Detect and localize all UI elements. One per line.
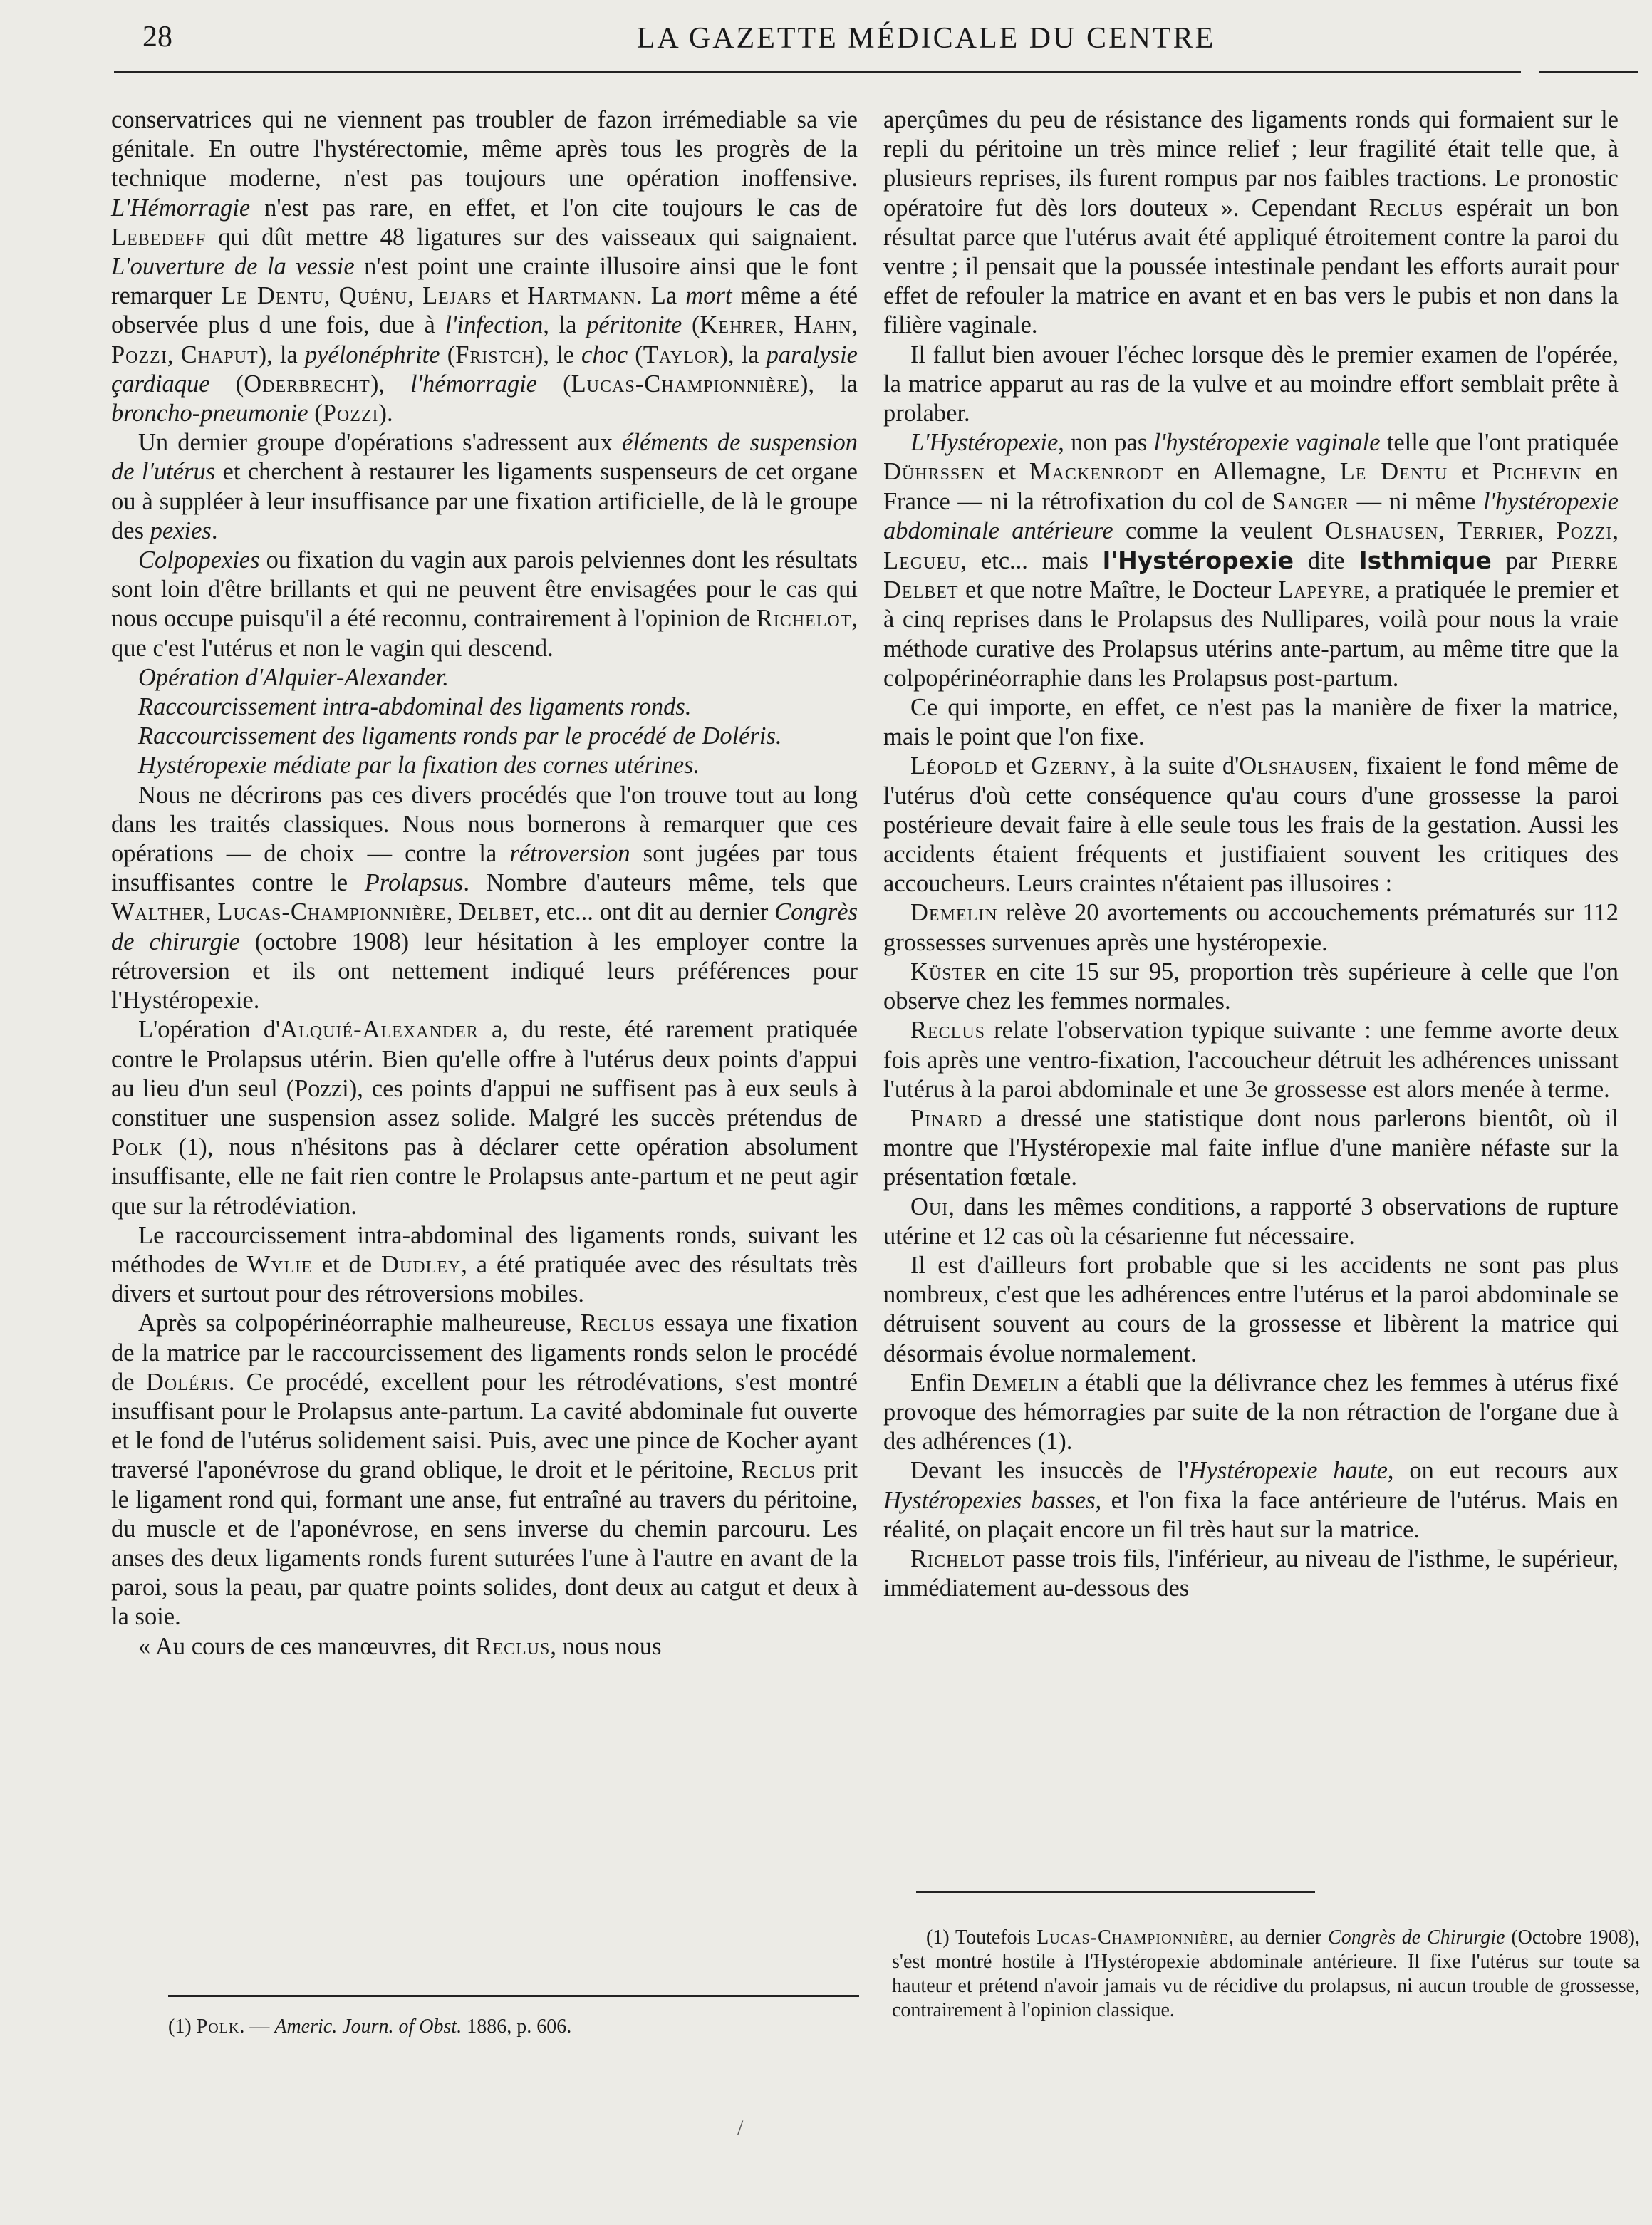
text-run: L'opération d' [138, 1016, 281, 1044]
text-run: n'est pas rare, en effet, et l'on cite toujours le cas de [250, 194, 858, 222]
paragraph [111, 722, 858, 751]
author-name: Walther [111, 898, 206, 926]
text-run: Un dernier groupe d'opérations s'adressent aux [138, 429, 623, 457]
text-run: en cite 15 sur 95, proportion très supérieure à celle que l'on observe chez les femmes normales. [883, 958, 1619, 1015]
text-run: , a été pratiquée avec des résultats très divers et surtout pour des rétroversions mobiles. [111, 1250, 858, 1308]
paragraph [883, 341, 1619, 429]
text-run: ( [537, 370, 571, 398]
author-name: Reclus [741, 1456, 816, 1484]
paragraph [111, 1221, 858, 1309]
paragraph [111, 1015, 858, 1220]
author-name: Lebedeff [111, 223, 207, 251]
text-run: , et l'on fixa la face antérieure de l'utérus. Mais en réalité, on plaçait encore un fil très haut sur la matrice. [883, 1486, 1619, 1543]
text-run: , [323, 282, 339, 310]
text-run: ), le [534, 341, 582, 368]
author-name: Doléris [145, 1368, 229, 1396]
author-name: Olshausen [1324, 517, 1439, 544]
italic-term: broncho-pneumonie [111, 400, 308, 427]
author-name: Lucas-Championnière [571, 370, 800, 398]
italic-term: paralysie çardiaque [111, 341, 858, 398]
italic-term: pyélonéphrite [304, 341, 440, 368]
text-run: et de [312, 1250, 381, 1278]
author-name: Pinard [910, 1104, 983, 1132]
footnote-rule-right [916, 1891, 1315, 1893]
author-name: Chaput [180, 341, 259, 368]
author-name: Wylie [246, 1250, 313, 1278]
text-run: Après sa colpopérinéorraphie malheureuse, [138, 1309, 581, 1337]
author-name: Polk [111, 1134, 163, 1161]
text-run: (1), nous n'hésitons pas à déclarer cette opération absolument insuffisante, elle ne fait rien contre le Prolapsus ante-partum et ne peut agir que sur la rétrodéviation. [111, 1134, 858, 1220]
author-name: Kehrer [700, 311, 779, 339]
paragraph [883, 1369, 1619, 1457]
text-run: — ni même [1349, 487, 1483, 515]
header-rule-short [1539, 71, 1638, 73]
text-run: ( [308, 400, 323, 427]
author-name: Mackenrodt [1029, 458, 1164, 486]
author-name: Demelin [910, 899, 998, 927]
text-run: , à la suite d' [1110, 752, 1240, 780]
footnote-rule-left [168, 1995, 859, 1997]
text-run: , [851, 311, 858, 339]
paragraph [111, 751, 858, 780]
paragraph [883, 1104, 1619, 1193]
author-name: Fristch [455, 341, 535, 368]
text-run: conservatrices qui ne viennent pas troubler de fazon irrémediable sa vie génitale. En outre l'hystérectomie, même après tous les progrès de la technique moderne, n'est pas toujours une opération inoffensive. [111, 106, 858, 192]
text-run: Nous ne décrirons pas ces divers procédés que l'on trouve tout au long dans les traités classiques. Nous nous bornerons à remarquer que ces opérations — de choix — contre la [111, 781, 858, 868]
italic-term: Prolapsus [364, 869, 464, 897]
text-run: Ce qui importe, en effet, ce n'est pas la manière de fixer la matrice, mais le point que l'on fixe. [883, 694, 1619, 751]
text-run: . [211, 517, 218, 544]
paragraph [883, 1545, 1619, 1603]
page-number: 28 [142, 21, 172, 53]
author-name: Pierre Delbet [883, 547, 1619, 604]
text-run: (octobre 1908) leur hésitation à les employer contre la rétroversion et ils ont nettement indiqué leurs préférences pour l'Hystéropexie. [111, 928, 858, 1015]
text-run: comme la veulent [1113, 517, 1325, 544]
text-run: ), la [719, 341, 767, 368]
text-run: , [167, 341, 181, 368]
italic-term: L'Hémorragie [111, 194, 251, 222]
author-name: Hahn [794, 311, 852, 339]
page-header [0, 0, 1652, 71]
paragraph [883, 1193, 1619, 1251]
italic-term: Colpopexies [138, 546, 260, 574]
author-name: Pozzi [111, 341, 167, 368]
author-name: Küster [910, 958, 987, 985]
author-name: Dührssen [883, 458, 985, 486]
author-name: Gzerny [1031, 752, 1111, 780]
paragraph [883, 1251, 1619, 1369]
footnote-left [168, 2015, 824, 2039]
paragraph [111, 428, 858, 546]
author-name: Pichevin [1492, 458, 1582, 486]
text-run: relate l'observation typique suivante : une femme avorte deux fois après une ventro-fixation, l'accoucheur détruit les adhérences unissant l'utérus à la paroi abdominale et une 3e grossesse est alors menée à terme. [883, 1017, 1619, 1103]
italic-term: L'ouverture de la vessie [111, 253, 355, 281]
text-run: , la [543, 311, 587, 339]
paragraph [883, 428, 1619, 693]
italic-term: péritonite [586, 311, 682, 339]
paragraph [111, 663, 858, 693]
author-name: Legueu [883, 547, 961, 575]
italic-term: Hystéropexie haute [1188, 1457, 1388, 1485]
text-run: . La [635, 282, 686, 310]
author-name: Hartmann [527, 282, 636, 310]
text-run: , non pas [1058, 429, 1154, 457]
author-name: Le Dentu [220, 282, 324, 310]
text-run: , [1612, 517, 1619, 544]
text-run: ( [682, 311, 700, 339]
italic-term: Americ. Journ. of Obst. [274, 2016, 462, 2038]
author-name: Richelot [910, 1545, 1006, 1572]
author-name: Demelin [972, 1369, 1060, 1396]
text-run: essaya une fixation de la matrice par le raccourcissement des ligaments ronds selon le procédé de [111, 1309, 858, 1396]
italic-term: l'infection [445, 311, 544, 339]
text-run: par [1491, 547, 1552, 575]
text-run: , fixaient le fond même de l'utérus d'où cette conséquence qu'au cours d'une grossesse la paroi postérieure devait faire à elle seule tous les frais de la gestation. Aussi les accidents étaient fréquents et justifiaient souvent les critiques des accoucheurs. Leurs craintes n'étaient pas illusoires : [883, 752, 1619, 898]
text-run: , que c'est l'utérus et non le vagin qui descend. [111, 605, 858, 662]
text-run: a dressé une statistique dont nous parlerons bientôt, où il montre que l'Hystéropexie mal faite influe d'une manière néfaste sur la présentation fœtale. [883, 1104, 1619, 1191]
paragraph [111, 546, 858, 663]
paragraph [883, 105, 1619, 341]
italic-term: rétroversion [509, 840, 630, 868]
author-name: Sanger [1272, 487, 1350, 515]
paragraph [111, 1309, 858, 1632]
italic-term: Opération d'Alquier-Alexander. [138, 663, 449, 691]
text-run: qui dût mettre 48 ligatures sur des vaisseaux qui saignaient. [206, 223, 858, 251]
italic-term: Raccourcissement intra-abdominal des ligaments ronds. [138, 693, 692, 721]
text-run: (1) [168, 2016, 197, 2038]
text-run: , au dernier [1228, 1926, 1329, 1949]
author-name: Reclus [475, 1632, 551, 1660]
italic-term: Raccourcissement des ligaments ronds par le procédé de Doléris. [138, 722, 782, 750]
text-run: Il fallut bien avouer l'échec lorsque dès le premier examen de l'opérée, la matrice apparut au ras de la vulve et au moindre effort semblait prête à prolaber. [883, 341, 1619, 427]
italic-term: éléments de suspension de l'utérus [111, 429, 858, 486]
paragraph [883, 752, 1619, 898]
author-name: Lucas-Championnière [217, 898, 447, 926]
paragraph [111, 105, 858, 428]
paragraph [883, 898, 1619, 957]
text-run: en France — ni la rétrofixation du col de [883, 458, 1619, 515]
paragraph [883, 958, 1619, 1016]
author-name: Lucas-Championnière [1037, 1926, 1229, 1949]
text-run: , dans les mêmes conditions, a rapporté 3 observations de rupture utérine et 12 cas où la césarienne fut nécessaire. [883, 1193, 1619, 1250]
author-name: Reclus [580, 1309, 655, 1337]
author-name: Taylor [643, 341, 720, 368]
italic-term: Congrès de Chirurgie [1328, 1926, 1505, 1949]
text-run: dite [1294, 547, 1359, 575]
text-run: , [446, 898, 459, 926]
bold-term: Isthmique [1359, 546, 1492, 575]
paragraph [883, 693, 1619, 752]
text-run: , [778, 311, 794, 339]
paragraph [111, 781, 858, 1016]
stray-mark: / [737, 2116, 744, 2140]
italic-term: l'hémorragie [410, 370, 537, 398]
author-name: Olshausen [1239, 752, 1353, 780]
text-run: n'est point une crainte illusoire ainsi que le font remarquer [111, 253, 858, 310]
author-name: Delbet [458, 898, 534, 926]
author-name: Alquié-Alexander [280, 1016, 479, 1044]
text-run: (Octobre 1908), s'est montré hostile à l'Hystéropexie abdominale antérieure. Il fixe l'utérus sur toute sa hauteur et prétend n'avoir jamais vu de récidive du prolapsus, ni aucun trouble de grossesse, contrairement à l'opinion classique. [892, 1926, 1641, 2021]
text-run: en Allemagne, [1163, 458, 1340, 486]
bold-term: l'Hystéropexie [1102, 546, 1294, 575]
text-run: . — [239, 2016, 275, 2038]
text-run: ). [378, 400, 393, 427]
paragraph [883, 1016, 1619, 1104]
text-run: . Nombre d'auteurs même, tels que [463, 869, 858, 897]
italic-term: l'hystéropexie abdominale antérieure [883, 487, 1619, 544]
text-run: a, du reste, été rarement pratiquée contre le Prolapsus utérin. Bien qu'elle offre à l'utérus deux points d'appui au lieu d'un seul (Pozzi), ces points d'appui ne suffisent pas à eux seuls à constituer une suspension assez solide. Malgré les succès prétendus de [111, 1016, 858, 1131]
running-title: LA GAZETTE MÉDICALE DU CENTRE [636, 22, 1216, 55]
author-name: Le Dentu [1339, 458, 1448, 486]
text-run: et cherchent à restaurer les ligaments suspenseurs de cet organe ou à suppléer à leur insuffisance par une fixation artificielle, de là le groupe des [111, 458, 858, 544]
author-name: Lapeyre [1277, 576, 1365, 604]
text-run: sont jugées par tous insuffisantes contre le [111, 840, 858, 897]
author-name: Oui [910, 1193, 949, 1220]
text-run: ( [628, 341, 643, 368]
text-run: , a pratiquée le premier et à cinq reprises dans le Prolapsus des Nullipares, voilà pour nous la vraie méthode curative des Prolapsus utérins ante-partum, au même titre que la colpopérinéorraphie dans les Prolapsus post-partum. [883, 576, 1619, 692]
header-rule [114, 71, 1521, 73]
text-run: prit le ligament rond qui, formant une anse, fut entraîné au travers du péritoine, du muscle et de l'aponévrose, en sens inverse du chemin parcouru. Les anses des deux ligaments ronds furent suturées l'une à l'autre en avant de la paroi, sous la peau, par quatre points solides, dont deux au catgut et deux à la soie. [111, 1456, 858, 1631]
text-run: et [985, 458, 1029, 486]
text-run: . Ce procédé, excellent pour les rétrodévations, s'est montré insuffisant pour le Prolapsus ante-partum. La cavité abdominale fut ouverte et le fond de l'utérus solidement saisi. Puis, avec une pince de Kocher ayant traversé l'aponévrose du grand oblique, le droit et le péritoine, [111, 1368, 858, 1484]
text-run: Le raccourcissement intra-abdominal des ligaments ronds, suivant les méthodes de [111, 1221, 858, 1278]
text-run: , etc... ont dit au dernier [534, 898, 775, 926]
author-name: Dudley [380, 1250, 462, 1278]
text-run: Enfin [910, 1369, 972, 1396]
text-run: , on eut recours aux [1387, 1457, 1619, 1485]
author-name: Terrier [1457, 517, 1538, 544]
text-run: « Au cours de ces manœuvres, dit [138, 1632, 476, 1660]
text-run: Devant les insuccès de l' [910, 1457, 1189, 1485]
text-run: (1) Toutefois [926, 1926, 1037, 1949]
italic-term: pexies [150, 517, 212, 544]
author-name: Lejars [422, 282, 492, 310]
text-run: passe trois fils, l'inférieur, au niveau de l'isthme, le supérieur, immédiatement au-dessous des [883, 1545, 1619, 1602]
text-run: relève 20 avortements ou accouchements prématurés sur 112 grossesses survenues après une hystéropexie. [883, 899, 1619, 956]
text-run: ( [209, 370, 244, 398]
text-run: , [1438, 517, 1458, 544]
paragraph [883, 1456, 1619, 1545]
text-run: aperçûmes du peu de résistance des ligaments ronds qui formaient sur le repli du péritoine un très mince relief ; leur fragilité était telle que, à plusieurs reprises, ils furent rompus par nos faibles tractions. Le pronostic opératoire fut dès lors douteux ». Cependant [883, 106, 1619, 222]
text-run: , etc... mais [960, 547, 1103, 575]
text-run: et que notre Maître, le Docteur [958, 576, 1278, 604]
text-run: espérait un bon résultat parce que l'utérus avait été appliqué étroitement contre la paroi du ventre ; il pensait que la poussée intestinale pendant les efforts aurait pour effet de refouler la matrice en avant et en bas vers le pubis et non dans la filière vaginale. [883, 194, 1619, 339]
text-run: , nous nous [550, 1632, 662, 1660]
paragraph [111, 1632, 858, 1661]
left-column [111, 105, 858, 1661]
footnote-right [892, 1926, 1640, 2023]
right-column [883, 105, 1619, 1603]
paragraph [111, 693, 858, 722]
italic-term: Hystéropexies basses [883, 1486, 1096, 1514]
text-run: ), la [258, 341, 305, 368]
author-name: Richelot [756, 605, 852, 633]
text-run: telle que l'ont pratiquée [1380, 429, 1619, 457]
text-run: Il est d'ailleurs fort probable que si les accidents ne sont pas plus nombreux, c'est que les adhérences entre l'utérus et la paroi abdominale se détruisent souvent au cours de la grossesse et libèrent la matrice qui désormais évolue normalement. [883, 1251, 1619, 1367]
text-run: , [1537, 517, 1557, 544]
author-name: Oderbrecht [244, 370, 370, 398]
italic-term: choc [581, 341, 628, 368]
author-name: Reclus [1368, 194, 1444, 222]
author-name: Léopold [910, 752, 998, 780]
italic-term: Hystéropexie médiate par la fixation des cornes utérines. [138, 752, 700, 779]
italic-term: mort [685, 282, 732, 310]
author-name: Reclus [910, 1017, 986, 1044]
text-run: ), la [799, 370, 858, 398]
text-run: même a été observée plus d une fois, due à [111, 282, 858, 339]
text-run: ou fixation du vagin aux parois pelviennes dont les résultats sont loin d'être brillants et qui ne peuvent être envisagées pour le cas qui nous occupe puisqu'il a été reconnu, contrairement à l'opinion de [111, 546, 858, 633]
text-run: et [492, 282, 528, 310]
text-run: et [997, 752, 1032, 780]
text-run: a établi que la délivrance chez les femmes à utérus fixé provoque des hémorragies par suite de la non rétraction de l'organe due à des adhérences (1). [883, 1369, 1619, 1456]
author-name: Pozzi [1556, 517, 1613, 544]
text-run: 1886, p. 606. [462, 2016, 572, 2038]
text-run: , [205, 898, 218, 926]
author-name: Quénu [338, 282, 408, 310]
italic-term: L'Hystéropexie [910, 429, 1059, 457]
text-run: , [407, 282, 423, 310]
text-run: ), [370, 370, 411, 398]
author-name: Polk [196, 2016, 240, 2038]
text-run: et [1448, 458, 1492, 486]
italic-term: l'hystéropexie vaginale [1153, 429, 1381, 457]
italic-term: Congrès de chirurgie [111, 898, 858, 955]
author-name: Pozzi [322, 400, 379, 427]
text-run: ( [440, 341, 456, 368]
